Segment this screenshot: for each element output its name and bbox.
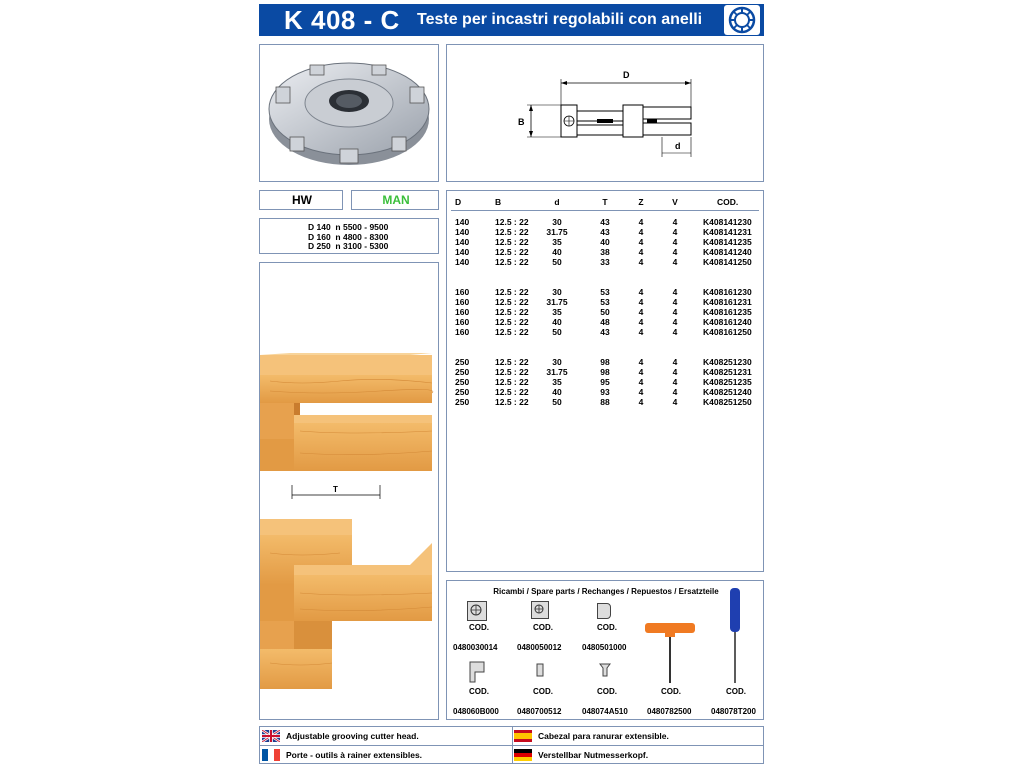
spare-code-0480700512: 0480700512	[517, 707, 562, 716]
table-row	[447, 237, 763, 247]
table-cell: 4	[638, 297, 644, 307]
product-photo-box	[259, 44, 439, 182]
speed-row-160: D 160 n 4800 - 8300	[308, 231, 389, 242]
table-cell: 33	[600, 257, 610, 267]
joint-illustration-box	[259, 262, 439, 720]
table-cell: 12.5 : 22	[495, 217, 529, 227]
table-cell: 140	[455, 247, 470, 257]
desc-spanish: Cabezal para ranurar extensible.	[538, 731, 669, 741]
table-cell: 98	[600, 357, 610, 367]
hw-badge	[259, 190, 343, 210]
france-flag-icon	[262, 748, 280, 766]
cod-label-8: COD.	[726, 687, 746, 696]
table-cell: 250	[455, 377, 470, 387]
desc-german: Verstellbar Nutmesserkopf.	[538, 750, 649, 760]
table-row	[447, 327, 763, 337]
countersunk-screw-icon	[599, 663, 611, 682]
table-row	[447, 287, 763, 297]
man-badge	[351, 190, 439, 210]
table-cell: K408161231	[703, 297, 752, 307]
table-cell: K408141230	[703, 217, 752, 227]
table-cell: 4	[672, 227, 678, 237]
product-title: Teste per incastri regolabili con anelli	[417, 11, 703, 28]
technical-drawing-box	[446, 44, 764, 182]
table-cell: 12.5 : 22	[495, 237, 529, 247]
cod-label-1: COD.	[469, 623, 489, 632]
table-cell: 12.5 : 22	[495, 307, 529, 317]
table-cell: 4	[672, 257, 678, 267]
cutter-section-drawing	[447, 45, 763, 181]
table-cell: 4	[638, 217, 644, 227]
table-cell: 4	[638, 387, 644, 397]
table-cell: 4	[638, 397, 644, 407]
table-cell: 4	[672, 357, 678, 367]
insert-square-small-icon	[531, 601, 549, 619]
table-cell: 160	[455, 307, 470, 317]
table-row	[447, 387, 763, 397]
table-cell: 4	[638, 377, 644, 387]
table-body	[447, 217, 763, 557]
dim-B-label: B	[518, 117, 525, 127]
table-cell: 31.75	[546, 227, 568, 237]
table-cell: 12.5 : 22	[495, 367, 529, 377]
table-row	[447, 357, 763, 367]
screwdriver-icon	[726, 587, 744, 692]
table-row	[447, 247, 763, 257]
table-cell: 88	[600, 397, 610, 407]
hw-label: HW	[292, 193, 312, 207]
table-cell: 43	[600, 327, 610, 337]
table-cell: 35	[552, 377, 562, 387]
speeds-box	[259, 218, 439, 254]
table-row	[447, 217, 763, 227]
table-cell: 43	[600, 227, 610, 237]
table-cell: 38	[600, 247, 610, 257]
table-cell: K408251240	[703, 387, 752, 397]
table-cell: 4	[672, 387, 678, 397]
spare-code-0480030014: 0480030014	[453, 643, 498, 652]
table-cell: 4	[638, 357, 644, 367]
table-cell: 12.5 : 22	[495, 317, 529, 327]
table-cell: K408161240	[703, 317, 752, 327]
table-cell: 30	[552, 357, 562, 367]
table-cell: 40	[552, 317, 562, 327]
table-cell: 30	[552, 287, 562, 297]
product-code: K 408 - C	[284, 5, 400, 35]
desc-french: Porte - outils à rainer extensibles.	[286, 750, 423, 760]
table-cell: 4	[672, 237, 678, 247]
table-cell: 140	[455, 217, 470, 227]
cod-label-5: COD.	[533, 687, 553, 696]
cutter-head-image	[260, 45, 438, 181]
spec-table-box	[446, 190, 764, 572]
table-cell: 98	[600, 367, 610, 377]
table-cell: 40	[600, 237, 610, 247]
cod-label-3: COD.	[597, 623, 617, 632]
table-cell: 4	[638, 227, 644, 237]
desc-english: Adjustable grooving cutter head.	[286, 731, 419, 741]
table-cell: 4	[638, 237, 644, 247]
uk-flag-icon	[262, 729, 280, 747]
table-row	[447, 317, 763, 327]
speed-row-140: D 140 n 5500 - 9500	[308, 222, 389, 232]
table-row	[447, 297, 763, 307]
table-cell: 35	[552, 237, 562, 247]
table-cell: 140	[455, 257, 470, 267]
dim-D-label: D	[623, 70, 630, 80]
speed-row-250: D 250 n 3100 - 5300	[308, 241, 389, 251]
table-cell: 4	[638, 287, 644, 297]
table-cell: K408141240	[703, 247, 752, 257]
cod-label-2: COD.	[533, 623, 553, 632]
screw-icon	[536, 663, 544, 682]
dim-T-label: T	[333, 485, 338, 494]
table-cell: 4	[638, 247, 644, 257]
table-cell: 30	[552, 217, 562, 227]
table-cell: 4	[638, 257, 644, 267]
man-label: MAN	[382, 193, 410, 207]
table-cell: 4	[672, 247, 678, 257]
shim-icon	[597, 603, 611, 619]
table-cell: 12.5 : 22	[495, 287, 529, 297]
germany-flag-icon	[514, 748, 532, 766]
table-cell: 12.5 : 22	[495, 257, 529, 267]
spare-code-0480050012: 0480050012	[517, 643, 562, 652]
table-cell: K408161250	[703, 327, 752, 337]
header-divider	[451, 210, 759, 211]
spare-code-048060B000: 048060B000	[453, 707, 499, 716]
table-cell: 4	[672, 327, 678, 337]
table-cell: 12.5 : 22	[495, 357, 529, 367]
table-cell: 4	[638, 327, 644, 337]
table-cell: 12.5 : 22	[495, 377, 529, 387]
table-cell: 40	[552, 247, 562, 257]
table-cell: 50	[600, 307, 610, 317]
table-cell: 250	[455, 357, 470, 367]
table-cell: 4	[672, 317, 678, 327]
language-box	[259, 726, 764, 764]
brand-logo-icon	[724, 5, 760, 35]
table-cell: 160	[455, 287, 470, 297]
table-cell: 12.5 : 22	[495, 247, 529, 257]
spare-parts-box	[446, 580, 764, 720]
table-cell: 12.5 : 22	[495, 297, 529, 307]
table-cell: K408141235	[703, 237, 752, 247]
table-cell: 53	[600, 297, 610, 307]
table-cell: 160	[455, 327, 470, 337]
table-row	[447, 307, 763, 317]
table-row	[447, 257, 763, 267]
table-row	[447, 367, 763, 377]
table-cell: 4	[672, 297, 678, 307]
table-cell: 4	[672, 367, 678, 377]
table-cell: 31.75	[546, 297, 568, 307]
t-wrench-icon	[643, 621, 697, 690]
table-cell: 53	[600, 287, 610, 297]
table-cell: 250	[455, 367, 470, 377]
table-header: D B d T Z V COD.	[455, 197, 739, 207]
spain-flag-icon	[514, 729, 532, 747]
insert-square-icon	[467, 601, 487, 621]
table-cell: 4	[672, 377, 678, 387]
table-cell: 43	[600, 217, 610, 227]
table-cell: 4	[638, 317, 644, 327]
table-row	[447, 227, 763, 237]
table-row	[447, 377, 763, 387]
table-cell: 12.5 : 22	[495, 227, 529, 237]
table-cell: K408251235	[703, 377, 752, 387]
spare-parts-title: Ricambi / Spare parts / Rechanges / Repuestos / Ersatzteile	[493, 587, 719, 596]
table-cell: K408141231	[703, 227, 752, 237]
groove-joint-illustration	[260, 263, 438, 719]
cod-label-7: COD.	[661, 687, 681, 696]
table-cell: 40	[552, 387, 562, 397]
cod-label-6: COD.	[597, 687, 617, 696]
table-cell: K408161230	[703, 287, 752, 297]
table-row	[447, 397, 763, 407]
table-cell: 4	[672, 397, 678, 407]
table-cell: 250	[455, 397, 470, 407]
table-cell: K408251250	[703, 397, 752, 407]
spare-code-0480782500: 0480782500	[647, 707, 692, 716]
table-cell: K408141250	[703, 257, 752, 267]
table-cell: K408161235	[703, 307, 752, 317]
table-cell: 48	[600, 317, 610, 327]
spare-code-048074A510: 048074A510	[582, 707, 628, 716]
table-cell: 4	[672, 217, 678, 227]
table-cell: 4	[672, 307, 678, 317]
table-cell: 50	[552, 257, 562, 267]
cod-label-4: COD.	[469, 687, 489, 696]
spare-code-0480501000: 0480501000	[582, 643, 627, 652]
table-cell: 4	[638, 367, 644, 377]
table-cell: 50	[552, 327, 562, 337]
table-cell: 4	[638, 307, 644, 317]
table-cell: 160	[455, 317, 470, 327]
wedge-icon	[469, 661, 485, 688]
table-cell: 140	[455, 237, 470, 247]
table-cell: 95	[600, 377, 610, 387]
spare-code-048078T200: 048078T200	[711, 707, 756, 716]
table-cell: 31.75	[546, 367, 568, 377]
dim-d-label: d	[675, 141, 681, 151]
table-cell: 50	[552, 397, 562, 407]
table-cell: K408251231	[703, 367, 752, 377]
table-cell: 140	[455, 227, 470, 237]
table-cell: 35	[552, 307, 562, 317]
table-cell: 12.5 : 22	[495, 387, 529, 397]
table-cell: 12.5 : 22	[495, 397, 529, 407]
table-cell: 250	[455, 387, 470, 397]
table-cell: K408251230	[703, 357, 752, 367]
table-cell: 93	[600, 387, 610, 397]
table-cell: 12.5 : 22	[495, 327, 529, 337]
table-cell: 160	[455, 297, 470, 307]
table-cell: 4	[672, 287, 678, 297]
